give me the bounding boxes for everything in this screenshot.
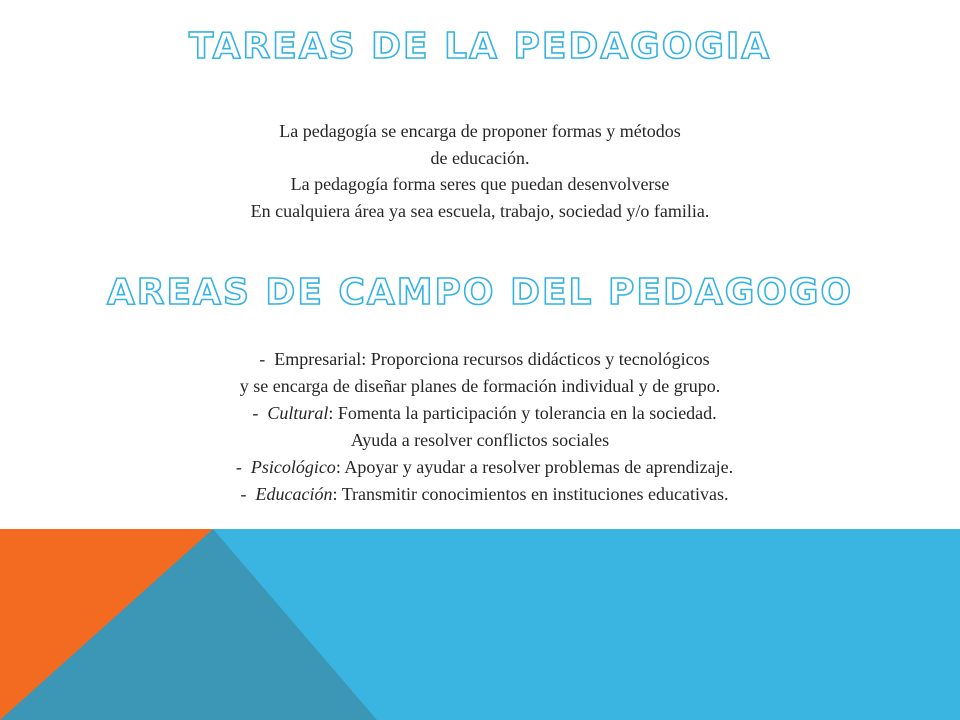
- list-item-educacion: [0, 481, 960, 508]
- decorative-footer-shapes: [0, 529, 960, 720]
- term-cultural: Cultural: [267, 403, 329, 423]
- text-educacion: : Transmitir conocimientos en instituciones educativas.: [332, 484, 729, 504]
- intro-line: En cualquiera área ya sea escuela, trabajo, sociedad y/o familia.: [250, 200, 710, 221]
- text-psicologico: : Apoyar y ayudar a resolver problemas de aprendizaje.: [335, 457, 734, 477]
- bullet-dash: -: [235, 457, 242, 477]
- list-item-empresarial-cont: y se encarga de diseñar planes de formación individual y de grupo.: [239, 376, 721, 396]
- bullet-dash: -: [252, 403, 259, 423]
- list-item-cultural: [0, 400, 960, 427]
- bullet-dash: -: [259, 349, 266, 369]
- list-item-empresarial: [0, 346, 960, 373]
- intro-paragraph: [0, 118, 960, 224]
- text-cultural: : Fomenta la participación y tolerancia en la sociedad.: [328, 403, 717, 423]
- term-educacion: Educación: [255, 484, 333, 504]
- areas-list: [0, 346, 960, 508]
- list-item-psicologico: [0, 454, 960, 481]
- title-areas: AREAS DE CAMPO DEL PEDAGOGO: [106, 272, 854, 313]
- term-psicologico: Psicológico: [250, 457, 336, 477]
- intro-line: La pedagogía forma seres que puedan desenvolverse: [290, 174, 670, 194]
- bullet-dash: -: [240, 484, 247, 504]
- title-tareas: TAREAS DE LA PEDAGOGIA: [188, 26, 772, 67]
- intro-line: La pedagogía se encarga de proponer formas y métodos: [279, 121, 681, 141]
- text-empresarial: : Proporciona recursos didácticos y tecnológicos: [361, 349, 710, 369]
- intro-line: de educación.: [430, 147, 530, 168]
- list-item-cultural-cont: Ayuda a resolver conflictos sociales: [350, 430, 610, 450]
- term-empresarial: Empresarial: [274, 349, 362, 369]
